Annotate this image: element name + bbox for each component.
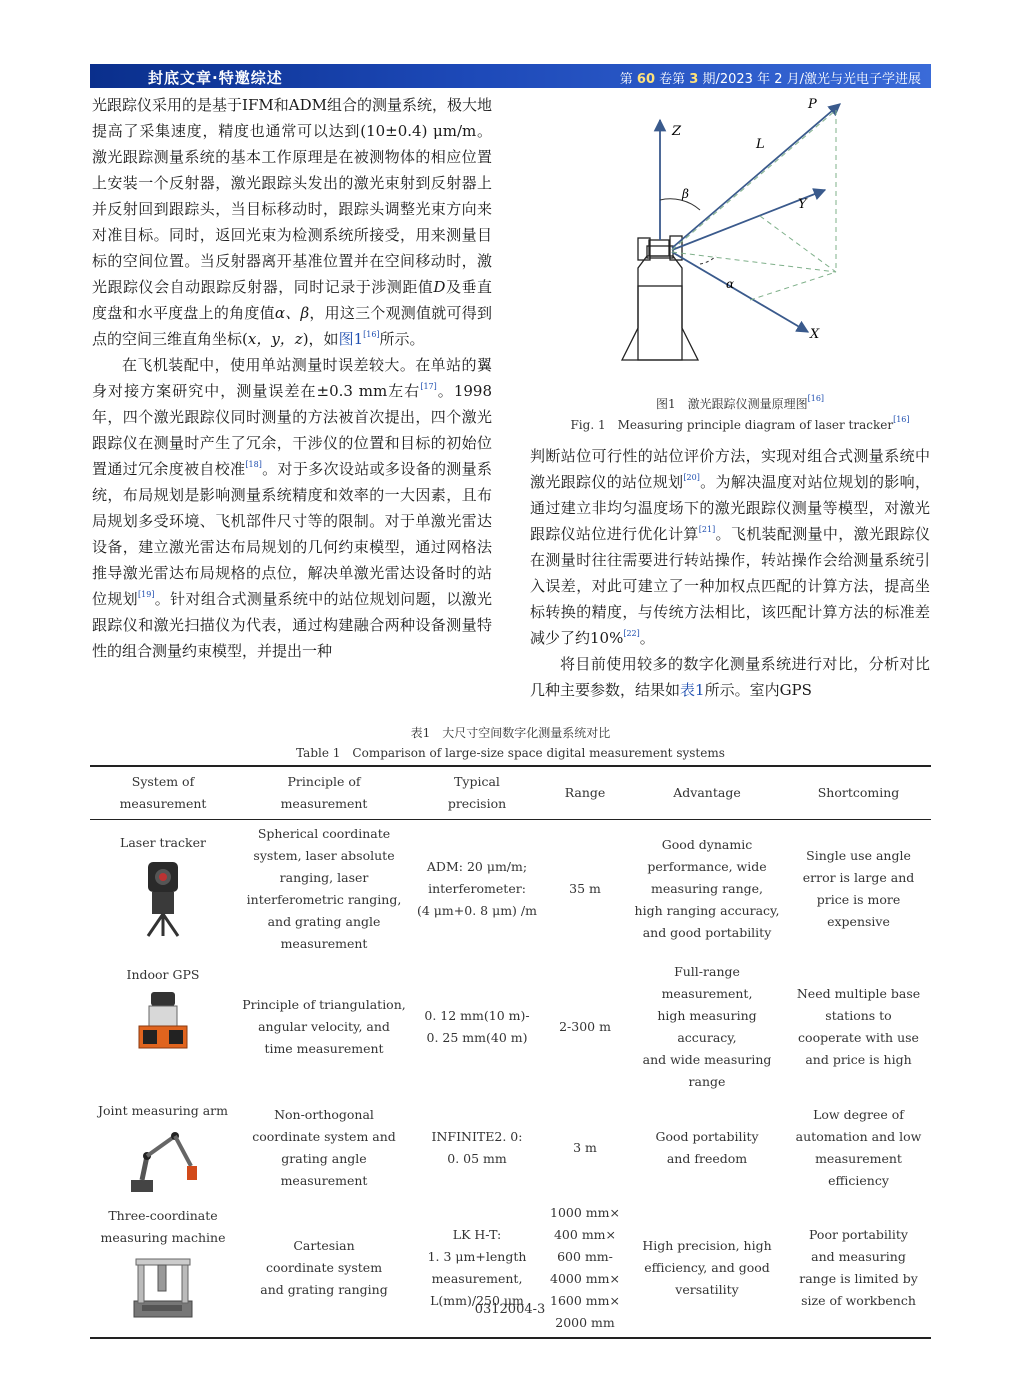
citation[interactable]: [22]: [623, 629, 640, 638]
principle-cell: Non-orthogonal coordinate system and grating angle measurement: [252, 1106, 396, 1188]
angle-label-alpha: α: [726, 277, 735, 291]
point-label-p: P: [808, 97, 817, 112]
figure-caption-cn: 图1 激光跟踪仪测量原理图[16]: [655, 394, 825, 411]
journal-issue-info: 第 60 卷第 3 期/2023 年 2 月/激光与光电子学进展: [619, 72, 921, 87]
comparison-table: [90, 765, 931, 1339]
shortcoming-cell: Poor portability and measuring range is limited by size of workbench: [786, 1199, 931, 1338]
citation[interactable]: [16]: [363, 330, 380, 339]
range-cell: 1000 mm× 400 mm× 600 mm- 4000 mm× 1600 mm× 2000 mm: [542, 1199, 628, 1338]
citation[interactable]: [19]: [138, 590, 155, 599]
advantage-cell: High precision, high efficiency, and good versatility: [628, 1199, 786, 1338]
precision-cell: 0. 12 mm(10 m)- 0. 25 mm(40 m): [424, 1008, 530, 1045]
axis-label-y: Y: [798, 197, 807, 212]
advantage-cell: Good dynamic performance, wide measuring range, high ranging accuracy, and good portability: [634, 837, 780, 940]
principle-cell: Spherical coordinate system, laser absolute ranging, laser interferometric ranging, and grating angle measurement: [246, 826, 402, 951]
paragraph: 将目前使用较多的数字化测量系统进行对比，分析对比几种主要参数，结果如表1所示。室内GPS: [530, 655, 930, 699]
shortcoming-cell: Low degree of automation and low measurement efficiency: [795, 1106, 922, 1188]
header-cell: Shortcoming: [786, 766, 931, 820]
left-text-column: [92, 92, 492, 664]
table-caption-cn: 表1 大尺寸空间数字化测量系统对比: [410, 726, 611, 740]
indoor-gps-image: [133, 990, 193, 1052]
right-text-column: [530, 443, 930, 703]
principle-cell: Principle of triangulation, angular velocity, and time measurement: [242, 997, 406, 1056]
table-row: [90, 820, 931, 959]
range-cell: 2-300 m: [559, 1019, 611, 1034]
paragraph: 判断站位可行性的站位评价方法，实现对组合式测量系统中激光跟踪仪的站位规划[20]。为解决温度对站位规划的影响，通过建立非均匀温度场下的激光跟踪仪测量等模型，对激光跟踪仪站位进行优化计算[21]。飞机装配测量中，激光跟踪仪在测量时往往需要进行转站操作，转站操作会给测量系统引入误差，对此可建立了一种加权点匹配的计算方法，提高坐标转换的精度，与传统方法相比，该匹配计算方法的标准差减少了约10%[22]。: [530, 447, 930, 647]
advantage-cell: Good portability and freedom: [655, 1128, 759, 1166]
header-cell: System of measurement: [90, 766, 236, 820]
header-cell: Range: [542, 766, 628, 820]
figure-caption-en: Fig. 1 Measuring principle diagram of laser tracker[16]: [570, 415, 910, 432]
citation[interactable]: [17]: [420, 382, 437, 391]
table-caption-en: Table 1 Comparison of large-size space digital measurement systems: [296, 746, 725, 760]
figure-link[interactable]: 图1: [338, 330, 364, 348]
precision-cell: ADM: 20 μm/m; interferometer: (4 μm+0. 8 μm) /m: [417, 859, 537, 918]
shortcoming-cell: Need multiple base stations to cooperate with use and price is high: [796, 986, 921, 1067]
precision-cell: LK H-T: 1. 3 μm+length measurement, L(mm)/250 μm: [412, 1199, 542, 1338]
axis-label-x: X: [810, 327, 820, 342]
line-label-l: L: [756, 137, 765, 152]
system-cell: Three-coordinate measuring machine: [90, 1199, 236, 1338]
range-cell: 35 m: [569, 881, 601, 896]
laser-tracker-principle-diagram: [560, 90, 920, 390]
table-link[interactable]: 表1: [680, 681, 705, 699]
precision-cell: INFINITE2. 0: 0. 05 mm: [431, 1128, 523, 1166]
principle-cell: Cartesian coordinate system and grating ranging: [236, 1199, 412, 1338]
citation[interactable]: [20]: [683, 473, 700, 482]
system-cell: Joint measuring arm: [90, 1096, 236, 1199]
tracker-icon: [622, 236, 698, 360]
header-cell: Principle of measurement: [236, 766, 412, 820]
system-cell: Laser tracker: [90, 820, 236, 959]
table-header-row: [90, 766, 931, 820]
axis-label-z: Z: [672, 124, 682, 139]
joint-arm-image: [123, 1126, 203, 1196]
header-cell: Typical precision: [412, 766, 542, 820]
table-row: [90, 1199, 931, 1338]
paragraph: 光跟踪仪采用的是基于IFM和ADM组合的测量系统，极大地提高了采集速度，精度也通常可以达到(10±0.4) μm/m。激光跟踪测量系统的基本工作原理是在被测物体的相应位置上安装一个反射器，激光跟踪头发出的激光束射到反射器上并反射回到跟踪头，当目标移动时，跟踪头调整光束方向来对准目标。同时，返回光束为检测系统所接受，用来测量目标的空间位置。当反射器离开基准位置并在空间移动时，激光跟踪仪会自动跟踪反射器，同时记录于涉测距值D及垂直度盘和水平度盘上的角度值α、β，用这三个观测值就可得到点的空间三维直角坐标(x，y，z)，如图1[16]所示。: [92, 96, 492, 348]
section-title: 封底文章·特邀综述: [148, 69, 283, 87]
shortcoming-cell: Single use angle error is large and price is more expensive: [802, 848, 915, 929]
journal-header-bar: [90, 64, 931, 88]
paragraph: 在飞机装配中，使用单站测量时误差较大。在单站的翼身对接方案研究中，测量误差在±0.3 mm左右[17]。1998年，四个激光跟踪仪同时测量的方法被首次提出，四个激光跟踪仪在测量时产生了冗余，干涉仪的位置和目标的初始位置通过冗余度被自校准[18]。对于多次设站或多设备的测量系统，布局规划是影响测量系统精度和效率的一大因素，且布局规划多受环境、飞机部件尺寸等的限制。对于单激光雷达设备，建立激光雷达布局规划的几何约束模型，通过网格法推导激光雷达布局规格的点位，解决单激光雷达设备时的站位规划[19]。针对组合式测量系统中的站位规划问题，以激光跟踪仪和激光扫描仪为代表，通过构建融合两种设备测量特性的组合测量约束模型，并提出一种: [92, 356, 492, 660]
advantage-cell: Full-range measurement, high measuring accuracy, and wide measuring range: [642, 964, 772, 1089]
citation[interactable]: [21]: [698, 525, 716, 534]
system-cell: Indoor GPS: [90, 958, 236, 1096]
laser-tracker-image: [138, 858, 188, 938]
table-row: [90, 958, 931, 1096]
citation[interactable]: [18]: [245, 460, 262, 469]
range-cell: 3 m: [573, 1139, 597, 1155]
header-cell: Advantage: [628, 766, 786, 820]
page-number: 0312004-3: [474, 1302, 546, 1317]
table-row: [90, 1096, 931, 1199]
angle-label-beta: β: [682, 187, 689, 201]
